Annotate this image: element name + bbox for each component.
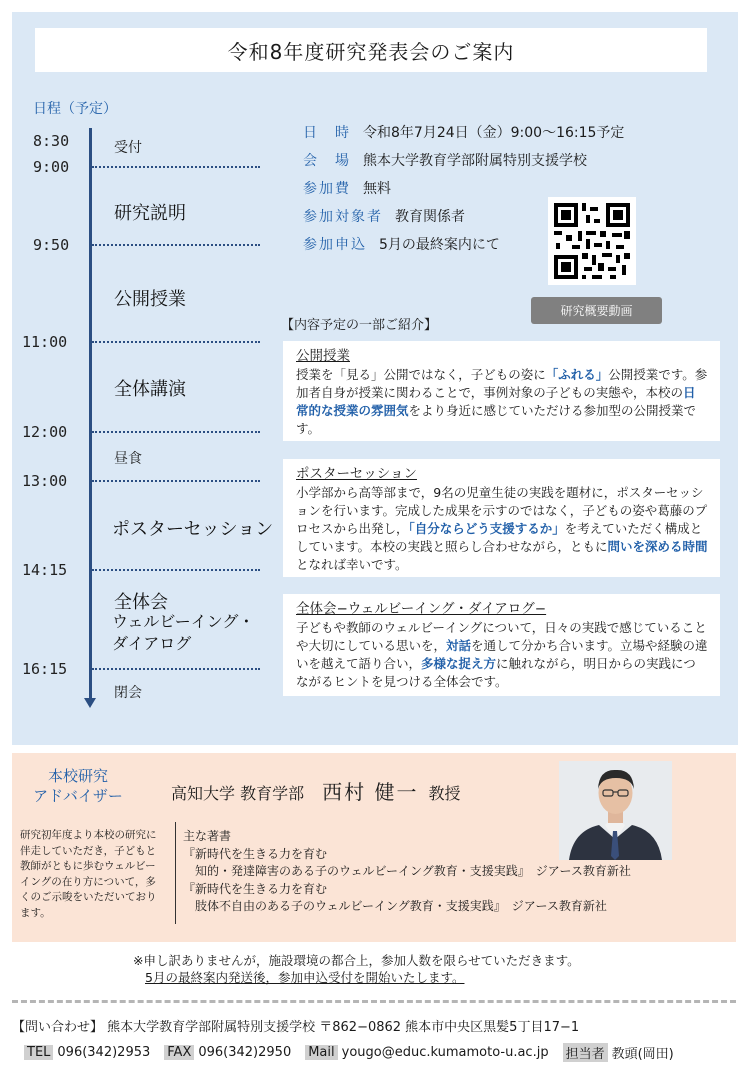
advisor-photo: [559, 761, 672, 860]
card-body: 授業を「見る」公開ではなく，子どもの姿に「ふれる」公開授業です。参加者自身が授業に関わることで，事例対象の子どもの実態や，本校の日常的な授業の雰囲気をより身近に感じていただける参加型の公開授業です。: [296, 367, 708, 436]
tel-label: TEL: [24, 1045, 53, 1060]
date-value: 令和8年7月24日（金）9:00～16:15予定: [363, 125, 625, 141]
time-divider: [92, 166, 260, 168]
venue-value: 熊本大学教育学部附属特別支援学校: [363, 153, 587, 169]
time-divider: [92, 431, 260, 433]
fax-value: 096(342)2950: [198, 1045, 292, 1060]
general-meeting-card: [283, 594, 720, 696]
card-title: 公開授業: [296, 348, 350, 364]
event-reception: 受付: [114, 140, 142, 156]
target-label: 参加対象者: [303, 209, 383, 225]
books-heading: 主な著書: [183, 829, 232, 843]
advisor-affiliation: 高知大学 教育学部: [171, 784, 305, 803]
tel-value: 096(342)2953: [57, 1045, 151, 1060]
fax-label: FAX: [164, 1045, 194, 1060]
venue-label: 会 場: [303, 153, 351, 169]
advisor-name-line: [171, 776, 460, 805]
card-title: 全体会−ウェルビーイング・ダイアログ−: [296, 601, 547, 617]
contact-details: [24, 1043, 674, 1062]
time-divider: [92, 569, 260, 571]
schedule-heading: 日程（予定）: [33, 101, 117, 117]
time-label: 16:15: [22, 660, 68, 678]
book-item: 肢体不自由のある子のウェルビーイング教育・支援実践』 ジアース教育新社: [195, 899, 607, 913]
target-value: 教育関係者: [395, 209, 465, 225]
event-lunch: 昼食: [114, 451, 142, 467]
event-plenary: 全体講演: [114, 379, 186, 400]
time-label: 8:30: [33, 132, 70, 150]
event-general-meeting: 全体会: [114, 592, 168, 613]
event-closing: 閉会: [114, 685, 142, 701]
poster-card: [283, 459, 720, 577]
date-label: 日 時: [303, 125, 351, 141]
content-heading: 【内容予定の一部ご紹介】: [281, 318, 438, 333]
event-general-meeting-sub: ウェルビーイング・: [112, 612, 255, 631]
mail-value[interactable]: yougo@educ.kumamoto-u.ac.jp: [341, 1045, 549, 1060]
time-label: 14:15: [22, 561, 68, 579]
book-item: 『新時代を生きる力を育む: [183, 846, 328, 861]
research-video-button[interactable]: 研究概要動画: [531, 297, 662, 324]
time-label: 9:00: [33, 158, 70, 176]
time-divider: [92, 480, 260, 482]
event-research-explanation: 研究説明: [114, 203, 186, 224]
contact-address: 【問い合わせ】 熊本大学教育学部附属特別支援学校 〒862−0862 熊本市中央区黒髪5丁目17−1: [12, 1020, 580, 1035]
time-label: 12:00: [22, 423, 68, 441]
book-item: 『新時代を生きる力を育む: [183, 881, 328, 896]
event-general-meeting-sub: ダイアログ: [112, 634, 192, 653]
apply-label: 参加申込: [303, 237, 367, 253]
qr-code-icon[interactable]: [548, 197, 636, 285]
fee-label: 参加費: [303, 181, 351, 197]
notice: ※申し訳ありませんが，施設環境の都合上，参加人数を限らせていただきます。 5月の最終案内発送後，参加申込受付を開始いたします。: [133, 953, 580, 985]
apply-value: 5月の最終案内にて: [379, 237, 500, 253]
card-title: ポスターセッション: [296, 466, 417, 482]
advisor-description: 研究初年度より本校の研究に伴走していただき，子どもと教師がともに歩むウェルビーイングの在り方について，多くのご示唆をいただいております。: [20, 829, 157, 919]
book-item: 知的・発達障害のある子のウェルビーイング教育・支援実践』 ジアース教育新社: [195, 864, 631, 878]
person-value: 教頭(岡田): [611, 1047, 674, 1062]
time-label: 13:00: [22, 472, 68, 490]
mail-label: Mail: [305, 1045, 337, 1060]
time-label: 9:50: [33, 236, 70, 254]
event-open-class: 公開授業: [114, 289, 186, 310]
advisor-heading: 本校研究 アドバイザー: [33, 767, 123, 805]
advisor-name: 西村 健一: [322, 780, 419, 804]
open-class-card: [283, 341, 720, 441]
time-divider: [92, 668, 260, 670]
person-label: 担当者: [563, 1043, 608, 1062]
dashed-divider: [12, 1000, 736, 1003]
fee-value: 無料: [363, 181, 391, 197]
card-body: 小学部から高等部まで，9名の児童生徒の実践を題材に，ポスターセッションを行います。完成した成果を示すのではなく，子どもの姿や葛藤のプロセスから出発し，「自分ならどう支援するか」を考えていただく構成としています。本校の実践と照らし合わせながら，ともに問いを深める時間となれば幸いです。: [296, 485, 708, 572]
event-poster: ポスターセッション: [112, 519, 274, 540]
timeline-arrow-icon: [84, 698, 96, 708]
time-divider: [92, 341, 260, 343]
divider-line: [175, 822, 176, 924]
timeline-line: [89, 128, 92, 702]
time-divider: [92, 244, 260, 246]
page-title: 令和8年度研究発表会のご案内: [35, 28, 707, 72]
advisor-rank: 教授: [428, 784, 461, 803]
time-label: 11:00: [22, 333, 68, 351]
card-body: 子どもや教師のウェルビーイングについて，日々の実践で感じていることや大切にしている思いを，対話を通して分かち合います。立場や経験の違いを越えて語り合い，多様な捉え方に触れながら，明日からの実践につながるヒントを見つける全体会です。: [296, 620, 708, 689]
